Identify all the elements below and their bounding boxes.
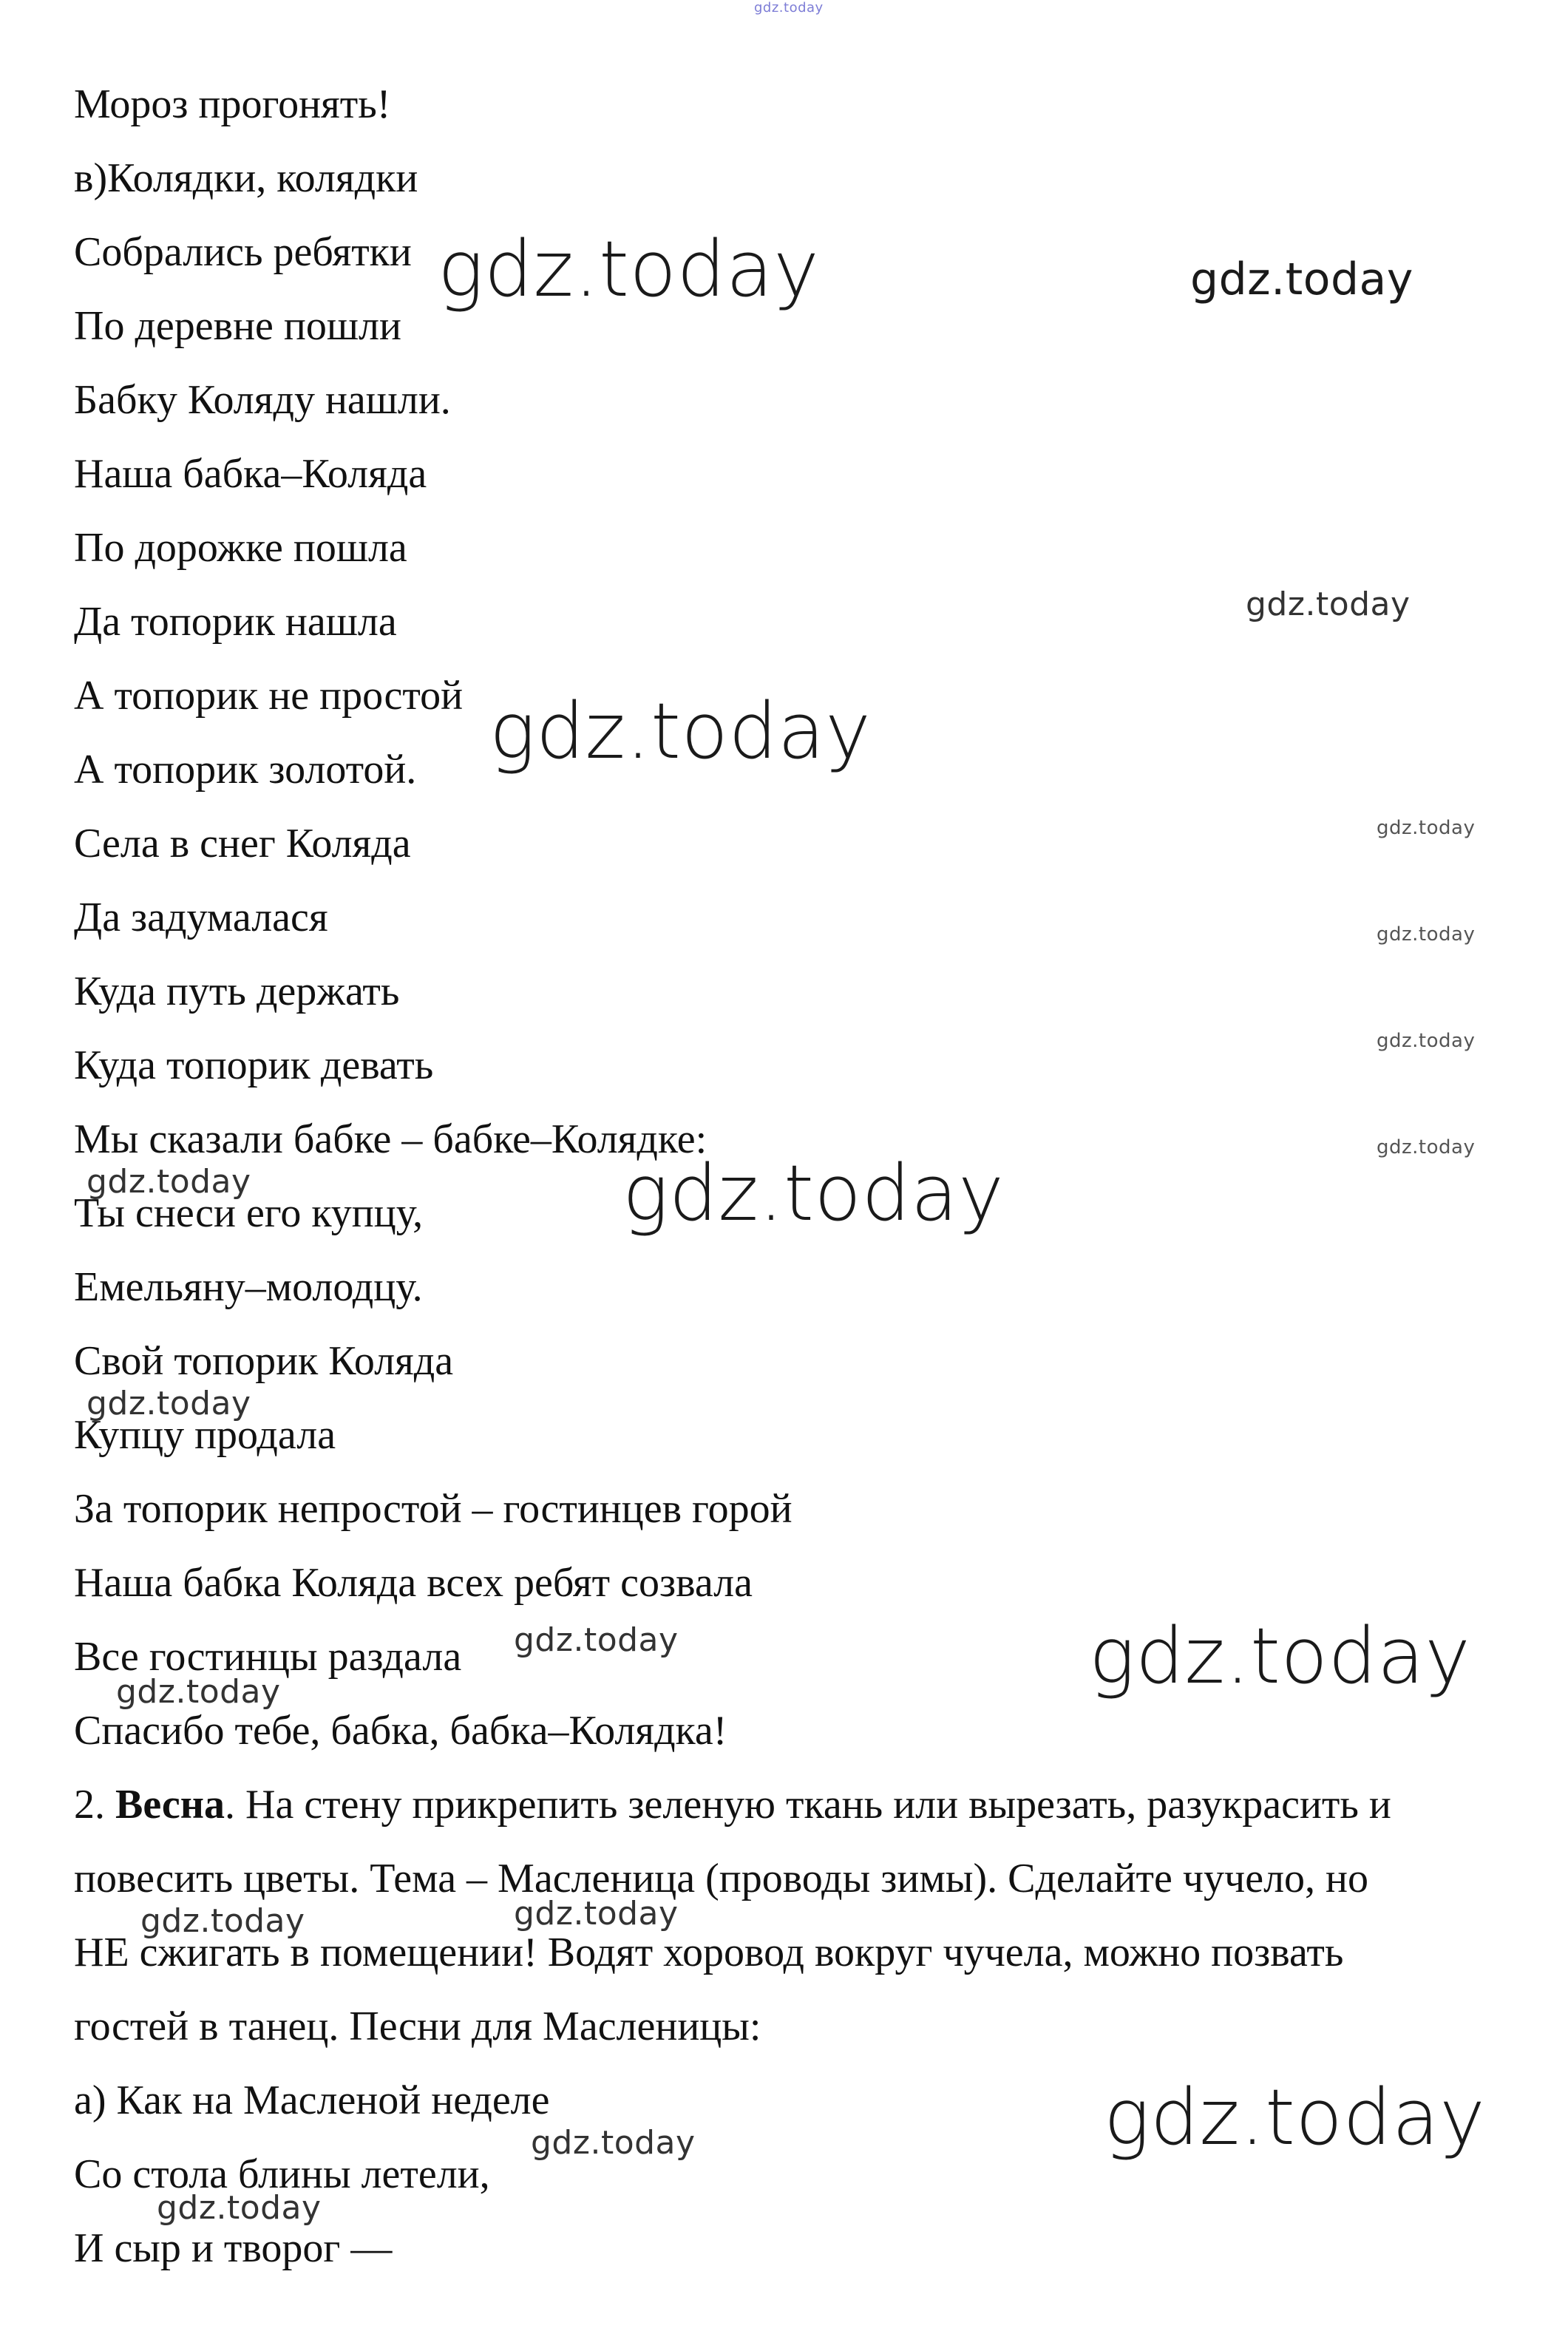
watermark: gdz.today <box>1377 1030 1476 1052</box>
text-line: Купцу продала <box>74 1412 336 1458</box>
text-line: Да топорик нашла <box>74 599 397 645</box>
text-line: Мы сказали бабке – бабке–Колядке: <box>74 1116 707 1162</box>
text-line: Емельяну–молодцу. <box>74 1264 423 1310</box>
text-line: Да задумалася <box>74 895 328 940</box>
section-number: 2. <box>74 1782 105 1828</box>
watermark: gdz.today <box>86 1163 251 1201</box>
section-heading-line <box>74 1782 1391 1828</box>
text-line: По дорожке пошла <box>74 525 407 571</box>
text-line: Собрались ребятки <box>74 229 412 275</box>
text-line: Куда путь держать <box>74 968 400 1014</box>
watermark: gdz.today <box>489 686 872 776</box>
watermark: gdz.today <box>514 1895 679 1933</box>
text-line: Наша бабка Коляда всех ребят созвала <box>74 1560 753 1606</box>
watermark-top: gdz.today <box>754 0 824 16</box>
watermark: gdz.today <box>438 224 820 314</box>
text-line: Бабку Коляду нашли. <box>74 377 451 423</box>
text-line: Спасибо тебе, бабка, бабка–Колядка! <box>74 1708 727 1754</box>
watermark: gdz.today <box>1377 1136 1476 1158</box>
text-line: Свой топорик Коляда <box>74 1338 454 1384</box>
text-line: а) Как на Масленой неделе <box>74 2077 550 2123</box>
text-line: гостей в танец. Песни для Масленицы: <box>74 2003 761 2049</box>
watermark: gdz.today <box>86 1385 251 1422</box>
text-line: За топорик непростой – гостинцев горой <box>74 1486 793 1532</box>
section-title: Весна <box>115 1782 225 1828</box>
text-line: повесить цветы. Тема – Масленица (проводы зимы). Сделайте чучело, но <box>74 1856 1368 1901</box>
text-line: в)Колядки, колядки <box>74 155 418 201</box>
text-line: Со стола блины летели, <box>74 2151 490 2197</box>
text-line: НЕ сжигать в помещении! Водят хоровод вокруг чучела, можно позвать <box>74 1930 1344 1975</box>
watermark: gdz.today <box>1377 817 1476 839</box>
watermark: gdz.today <box>140 1902 305 1940</box>
text-line: Куда топорик девать <box>74 1042 434 1088</box>
text-line: И сыр и творог — <box>74 2225 393 2271</box>
text-line: А топорик не простой <box>74 673 464 719</box>
text-line: Все гостинцы раздала <box>74 1634 462 1680</box>
watermark: gdz.today <box>622 1148 1005 1238</box>
watermark: gdz.today <box>514 1621 679 1659</box>
watermark: gdz.today <box>116 1673 281 1711</box>
watermark: gdz.today <box>531 2124 696 2162</box>
watermark: gdz.today <box>1377 923 1476 946</box>
section-text: . На стену прикрепить зеленую ткань или вырезать, разукрасить и <box>225 1782 1391 1828</box>
watermark: gdz.today <box>1190 254 1413 305</box>
watermark: gdz.today <box>157 2189 322 2227</box>
watermark: gdz.today <box>1089 1611 1471 1701</box>
text-line: Села в снег Коляда <box>74 821 411 866</box>
text-line: Мороз прогонять! <box>74 81 391 127</box>
watermark: gdz.today <box>1246 586 1411 623</box>
text-line: Ты снеси его купцу, <box>74 1190 424 1236</box>
watermark: gdz.today <box>1104 2072 1486 2162</box>
text-line: А топорик золотой. <box>74 747 417 793</box>
text-line: Наша бабка–Коляда <box>74 451 427 497</box>
text-line: По деревне пошли <box>74 303 401 349</box>
